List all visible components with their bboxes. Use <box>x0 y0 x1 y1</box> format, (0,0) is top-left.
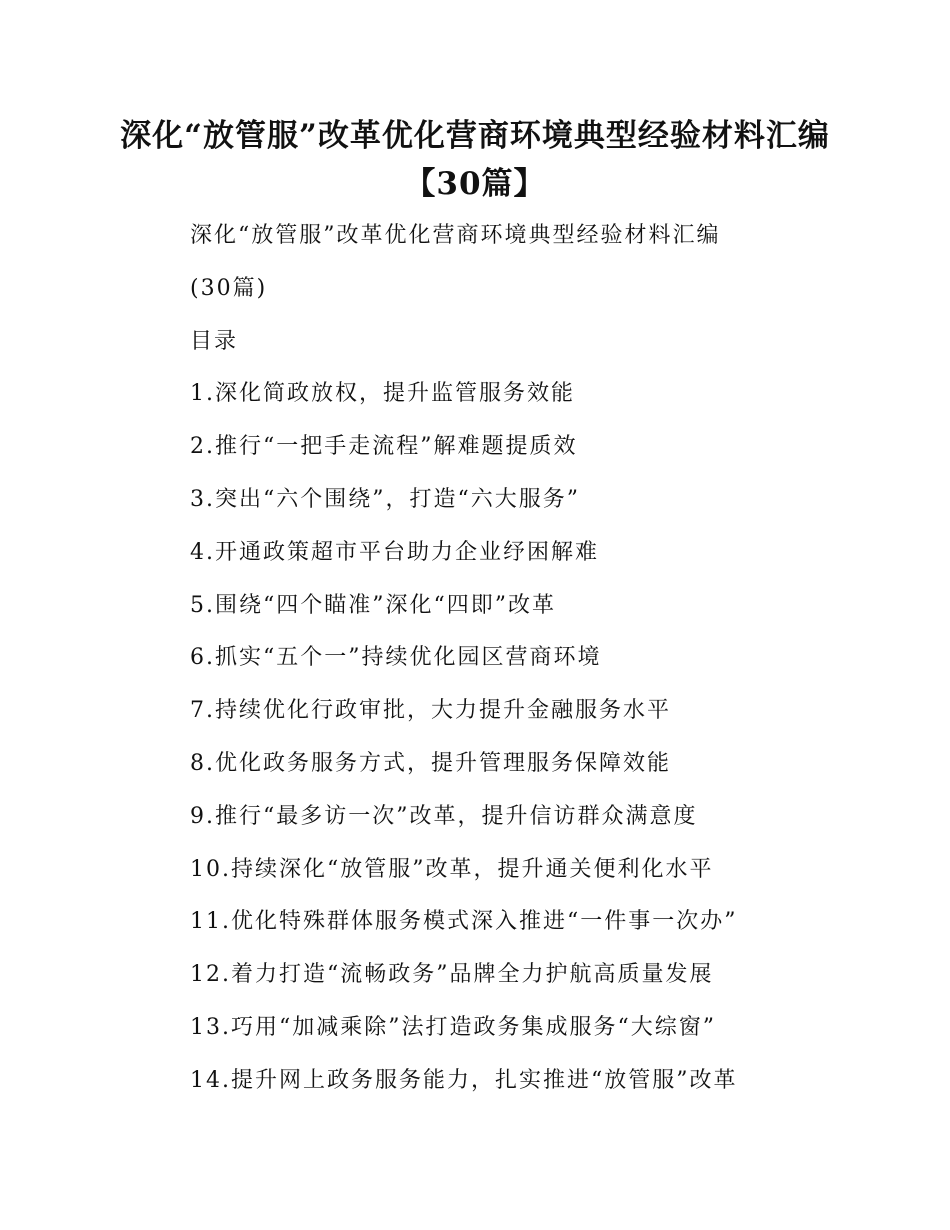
toc-item: 7.持续优化行政审批，大力提升金融服务水平 <box>190 698 671 724</box>
toc-item: 13.巧用“加减乘除”法打造政务集成服务“大综窗” <box>190 1014 716 1040</box>
toc-item: 12.着力打造“流畅政务”品牌全力护航高质量发展 <box>190 962 714 988</box>
toc-item: 11.优化特殊群体服务模式深入推进“一件事一次办” <box>190 909 738 935</box>
document-body <box>190 210 810 1108</box>
toc-item: 9.推行“最多访一次”改革，提升信访群众满意度 <box>190 803 698 829</box>
toc-item: 6.抓实“五个一”持续优化园区营商环境 <box>190 645 602 671</box>
toc-item: 4.开通政策超市平台助力企业纾困解难 <box>190 539 599 565</box>
toc-item: 3.突出“六个围绕”，打造“六大服务” <box>190 486 580 512</box>
toc-item: 10.持续深化“放管服”改革，提升通关便利化水平 <box>190 856 714 882</box>
toc-item: 8.优化政务服务方式，提升管理服务保障效能 <box>190 750 671 776</box>
subtitle-line-1: 深化“放管服”改革优化营商环境典型经验材料汇编 <box>190 223 721 248</box>
document-title: 深化“放管服”改革优化营商环境典型经验材料汇编【30篇】 <box>120 118 830 202</box>
toc-item: 14.提升网上政务服务能力，扎实推进“放管服”改革 <box>190 1067 738 1093</box>
toc-item: 5.围绕“四个瞄准”深化“四即”改革 <box>190 592 556 618</box>
toc-item: 2.推行“一把手走流程”解难题提质效 <box>190 434 578 460</box>
subtitle-line-2: (30篇) <box>190 275 268 301</box>
toc-item: 1.深化简政放权，提升监管服务效能 <box>190 381 575 407</box>
toc-heading: 目录 <box>190 328 239 354</box>
